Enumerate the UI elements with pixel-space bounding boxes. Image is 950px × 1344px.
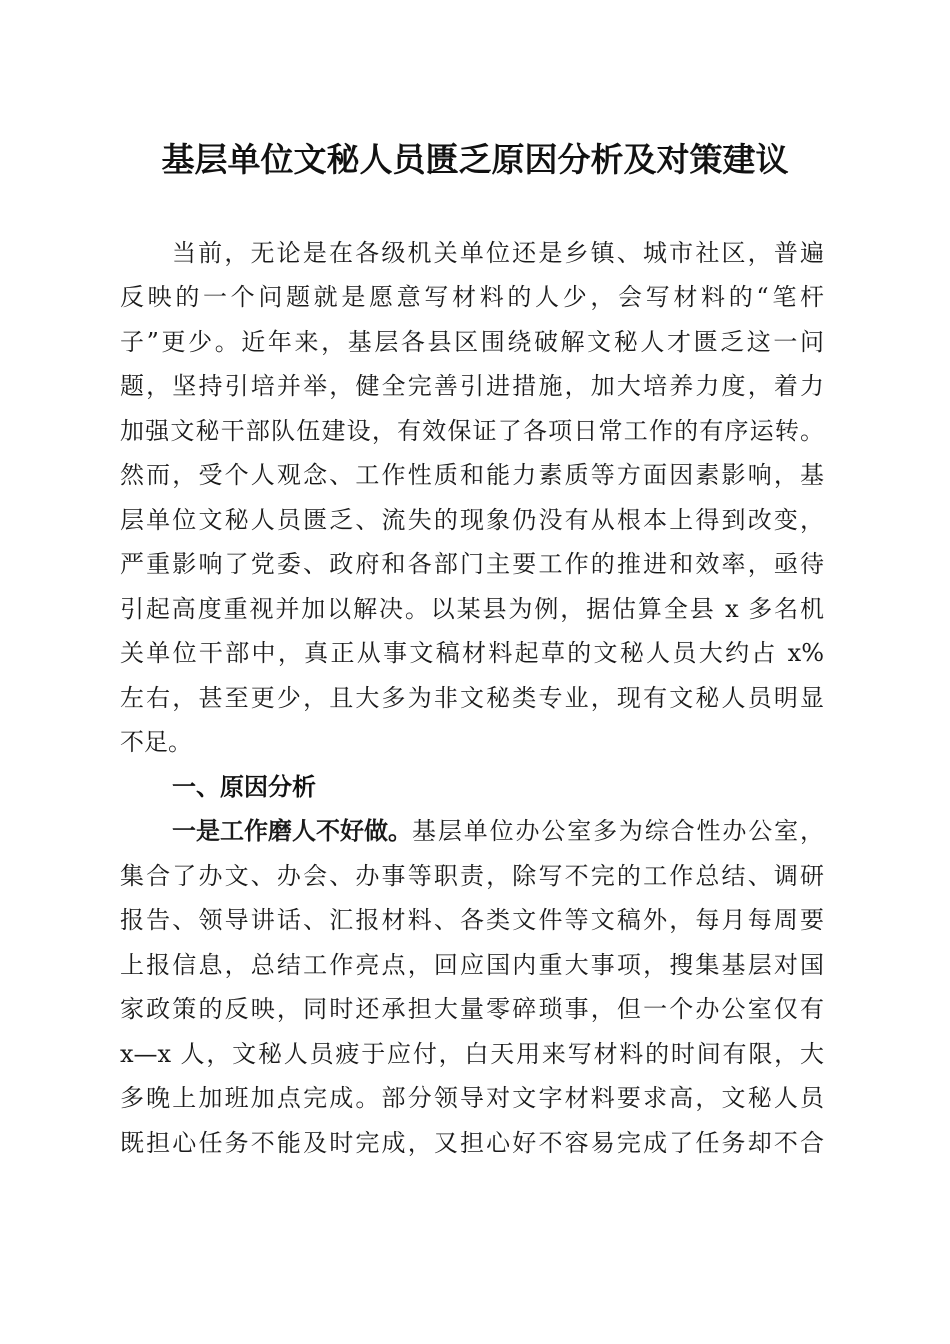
paragraph-line: 严重影响了党委、政府和各部门主要工作的推进和效率，亟待 — [120, 550, 824, 578]
paragraph-line: 报告、领导讲话、汇报材料、各类文件等文稿外，每月每周要 — [120, 906, 824, 934]
paragraph-line: 既担心任务不能及时完成，又担心好不容易完成了任务却不合 — [120, 1129, 824, 1157]
document-title: 基层单位文秘人员匮乏原因分析及对策建议 — [161, 140, 789, 179]
paragraph-line: 家政策的反映，同时还承担大量零碎琐事，但一个办公室仅有 — [120, 995, 824, 1023]
section-heading: 一、原因分析 — [172, 773, 316, 801]
paragraph-line: 左右，甚至更少，且大多为非文秘类专业，现有文秘人员明显 — [120, 684, 824, 712]
paragraph-line: 题，坚持引培并举，健全完善引进措施，加大培养力度，着力 — [120, 372, 824, 400]
paragraph-line: 加强文秘干部队伍建设，有效保证了各项日常工作的有序运转。 — [120, 417, 824, 445]
paragraph-line: x—x 人，文秘人员疲于应付，白天用来写材料的时间有限，大 — [120, 1040, 824, 1068]
paragraph-line: 子”更少。近年来，基层各县区围绕破解文秘人才匮乏这一问 — [120, 328, 824, 356]
paragraph-line: 不足。 — [120, 728, 192, 756]
paragraph-lead: 一是工作磨人不好做。 — [172, 816, 412, 845]
paragraph-first-line — [172, 811, 824, 851]
paragraph-line: 当前，无论是在各级机关单位还是乡镇、城市社区，普遍 — [172, 239, 824, 267]
paragraph-line: 引起高度重视并加以解决。以某县为例，据估算全县 x 多名机 — [120, 595, 824, 623]
paragraph-line: 层单位文秘人员匮乏、流失的现象仍没有从根本上得到改变， — [120, 506, 824, 534]
paragraph-line: 集合了办文、办会、办事等职责，除写不完的工作总结、调研 — [120, 862, 824, 890]
paragraph-line: 反映的一个问题就是愿意写材料的人少，会写材料的“笔杆 — [120, 283, 824, 311]
paragraph-line-text: 基层单位办公室多为综合性办公室， — [412, 817, 824, 845]
paragraph-line: 然而，受个人观念、工作性质和能力素质等方面因素影响，基 — [120, 461, 824, 489]
paragraph-line: 多晚上加班加点完成。部分领导对文字材料要求高，文秘人员 — [120, 1084, 824, 1112]
paragraph-line: 上报信息，总结工作亮点，回应国内重大事项，搜集基层对国 — [120, 951, 824, 979]
paragraph-line: 关单位干部中，真正从事文稿材料起草的文秘人员大约占 x% — [120, 639, 824, 667]
